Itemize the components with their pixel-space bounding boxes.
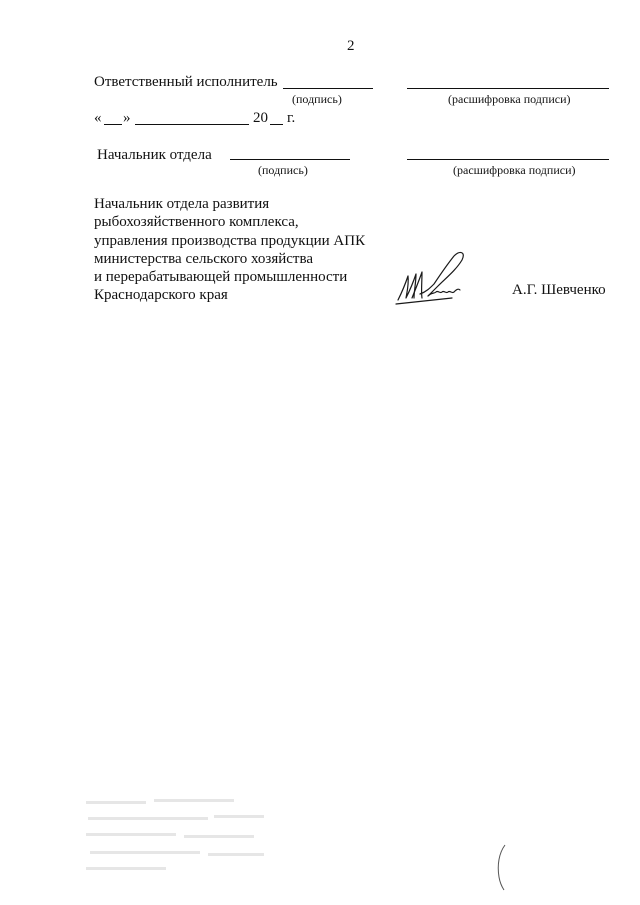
signatory-title-line: Краснодарского края xyxy=(94,287,228,304)
head-signature-line xyxy=(230,159,350,160)
responsible-executor-label: Ответственный исполнитель xyxy=(94,74,278,90)
signatory-title-line: и перерабатывающей промышленности xyxy=(94,269,348,286)
date-quote-close: » xyxy=(123,110,131,126)
head-signature-caption: (подпись) xyxy=(258,163,308,177)
date-year-line xyxy=(270,124,283,125)
page-number: 2 xyxy=(347,38,355,54)
signatory-title-line: Начальник отдела развития xyxy=(94,196,270,212)
signatory-title-line: управления производства продукции АПК xyxy=(94,232,366,249)
signatory-title-line: министерства сельского хозяйства xyxy=(94,250,314,267)
signatory-title xyxy=(94,195,365,305)
executor-signature-line xyxy=(283,88,373,89)
executor-signature-caption: (подпись) xyxy=(292,92,342,106)
pen-mark xyxy=(493,843,513,893)
date-year-prefix: 20 xyxy=(253,110,268,126)
head-decoding-line xyxy=(407,159,609,160)
date-year-suffix: г. xyxy=(287,110,296,126)
date-month-line xyxy=(135,124,249,125)
department-head-label: Начальник отдела xyxy=(97,147,212,163)
signatory-title-line: рыбохозяйственного комплекса, xyxy=(94,214,299,231)
date-quote-open: « xyxy=(94,110,102,126)
signatory-name: А.Г. Шевченко xyxy=(512,282,606,298)
date-day-line xyxy=(104,124,122,125)
faint-stamp-remnant xyxy=(84,795,274,875)
executor-decoding-line xyxy=(407,88,609,89)
executor-decoding-caption: (расшифровка подписи) xyxy=(448,92,571,106)
handwritten-signature xyxy=(394,248,474,308)
head-decoding-caption: (расшифровка подписи) xyxy=(453,163,576,177)
